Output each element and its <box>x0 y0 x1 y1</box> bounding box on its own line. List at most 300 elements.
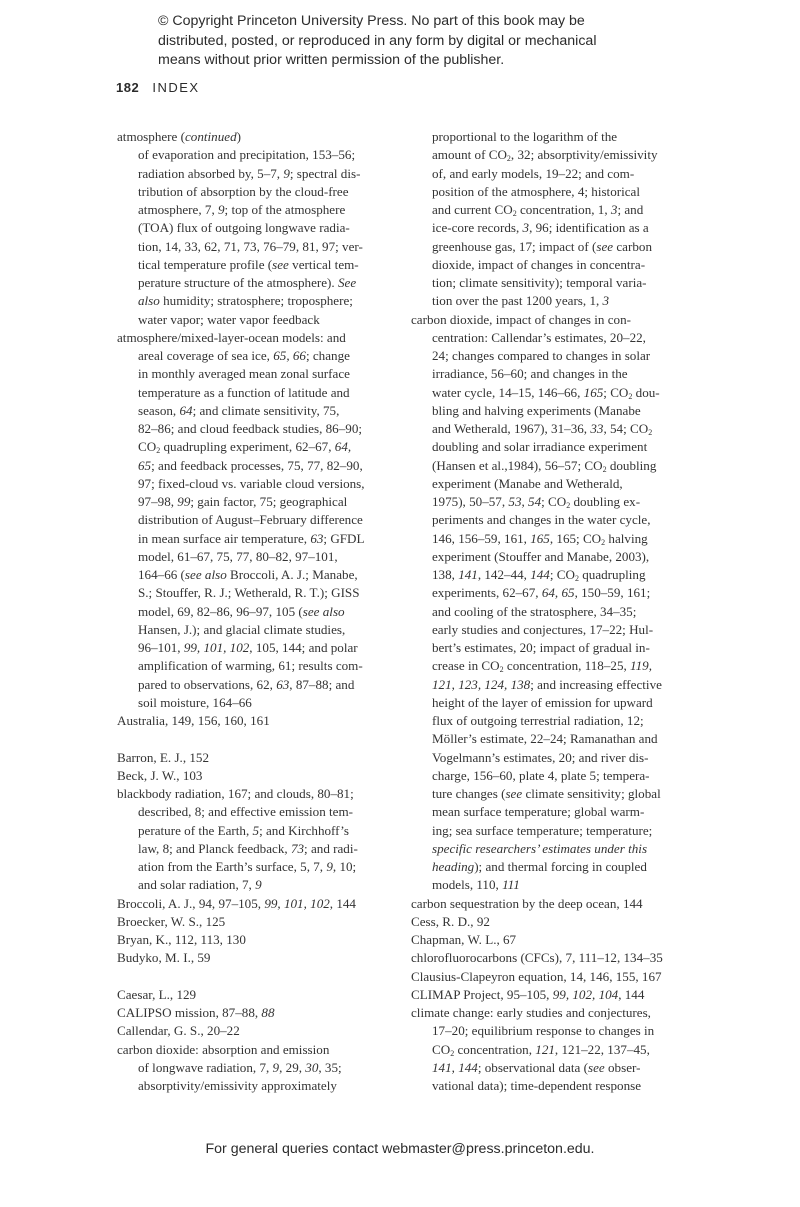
index-subentry-line <box>117 621 407 639</box>
index-entry-line <box>117 749 407 767</box>
text: 24; changes compared to changes in solar <box>432 348 651 363</box>
subscript: 2 <box>602 464 607 474</box>
subscript: 2 <box>574 574 579 583</box>
index-subentry-line <box>117 694 407 712</box>
index-subentry-line <box>411 749 701 767</box>
text: described, 8; and effective emission tem- <box>138 804 354 820</box>
text: carbon sequestration by the deep ocean, 144 <box>411 895 643 911</box>
text: 82–86; and cloud feedback studies, 86–90; <box>138 421 363 436</box>
index-subentry-line <box>117 657 407 675</box>
text: temperature as a function of latitude and <box>138 384 350 400</box>
text: radiation absorbed by, 5–7, <box>138 165 284 181</box>
italic-text: 3 <box>610 202 618 217</box>
subscript: 2 <box>648 428 653 437</box>
italic-text: 65, 66 <box>273 348 306 363</box>
text: , 87–88; and <box>289 676 355 692</box>
index-subentry-line <box>411 1059 701 1077</box>
index-subentry-line <box>411 329 701 347</box>
index-subentry-line <box>117 548 407 566</box>
text: Broccoli, A. J., 94, 97–105, <box>117 895 265 911</box>
text: , 105, 144; and polar <box>249 640 358 655</box>
text: law, 8; and Planck feedback, <box>138 840 291 856</box>
italic-text: 63 <box>276 676 290 692</box>
text: doubling <box>606 457 657 473</box>
text: quadrupling experiment, 62–67, <box>160 439 335 455</box>
index-entry-line <box>117 128 407 146</box>
text: 146, 156–59, 161, <box>432 530 531 546</box>
index-subentry-line <box>411 457 701 475</box>
text: ; CO <box>603 384 629 400</box>
text: , 150–59, 161; <box>574 585 651 601</box>
index-subentry-line <box>411 1022 701 1040</box>
subscript: 2 <box>156 446 161 456</box>
text: Cess, R. D., 92 <box>411 913 490 929</box>
text: tical temperature profile ( <box>138 256 273 272</box>
italic-text: 99, 101, 102 <box>264 895 330 911</box>
text: ation from the Earth’s surface, 5, 7, <box>138 859 327 874</box>
text: ; and Kirchhoff’s <box>259 822 349 838</box>
index-subentry-line <box>411 785 701 803</box>
text: Broccoli, A. J.; Manabe, <box>226 567 358 582</box>
index-subentry-line <box>411 603 701 621</box>
italic-text: specific researchers’ estimates under this <box>432 840 648 856</box>
italic-text: 64, <box>334 439 352 455</box>
text: of longwave radiation, 7, <box>138 1059 273 1075</box>
italic-text: 3 <box>522 220 530 236</box>
italic-text: also <box>138 293 160 309</box>
index-entry-line <box>117 1041 407 1059</box>
text: pared to observations, 62, <box>138 676 277 692</box>
index-subentry-line <box>411 840 701 858</box>
index-subentry-line <box>411 712 701 730</box>
index-subentry-line <box>117 511 407 529</box>
text: ; and radi- <box>304 840 358 856</box>
index-subentry-line <box>411 548 701 566</box>
index-subentry-line <box>117 566 407 584</box>
text: models, 110, <box>432 877 503 893</box>
text: of, and early models, 19–22; and com- <box>432 165 635 181</box>
text: ; spectral dis- <box>289 165 361 181</box>
index-subentry-line <box>411 128 701 146</box>
index-subentry-line <box>117 201 407 219</box>
italic-text: 64, 65 <box>541 585 575 601</box>
index-entry-line <box>117 913 407 931</box>
italic-text: 73 <box>290 840 305 856</box>
index-subentry-line <box>411 365 701 383</box>
text: ; and climate sensitivity, 75, <box>192 402 340 418</box>
index-subentry-line <box>117 876 407 894</box>
italic-text: 3 <box>602 293 610 309</box>
text: obser- <box>604 1059 641 1075</box>
text: CALIPSO mission, 87–88, <box>117 1005 262 1020</box>
text: amplification of warming, 61; results com- <box>138 658 363 674</box>
index-subentry-line <box>411 438 701 456</box>
text: and current CO <box>432 202 513 217</box>
text: ture changes ( <box>432 786 506 801</box>
index-subentry-line <box>411 584 701 602</box>
text: 17–20; equilibrium response to changes in <box>432 1023 655 1039</box>
text: experiment (Manabe and Wetherald, <box>432 475 623 491</box>
text: Callendar, G. S., 20–22 <box>117 1023 240 1039</box>
text: Broecker, W. S., 125 <box>117 913 226 929</box>
text: concentration, 118–25, <box>503 658 631 674</box>
text: quadrupling <box>578 567 646 582</box>
index-subentry-line <box>411 639 701 657</box>
text: 97; fixed-cloud vs. variable cloud versions, <box>138 475 365 491</box>
text: and cooling of the stratosphere, 34–35; <box>432 603 637 619</box>
text: periments and changes in the water cycle, <box>432 512 651 528</box>
index-subentry-line <box>117 858 407 876</box>
index-subentry-line <box>117 1077 407 1095</box>
text: model, 61–67, 75, 77, 80–82, 97–101, <box>138 548 338 564</box>
italic-text: 141 <box>458 567 478 582</box>
italic-text: 99 <box>177 494 191 509</box>
text: ; and feedback processes, 75, 77, 82–90, <box>151 457 363 473</box>
italic-text: 144 <box>530 567 550 582</box>
text: flux of outgoing terrestrial radiation, 12; <box>432 713 644 728</box>
index-subentry-line <box>117 402 407 420</box>
index-subentry-line <box>117 803 407 821</box>
index-subentry-line <box>117 639 407 657</box>
index-subentry-line <box>411 511 701 529</box>
text: distribution of August–February difference <box>138 512 363 528</box>
index-subentry-line <box>411 402 701 420</box>
index-subentry-line <box>411 1041 701 1059</box>
subscript: 2 <box>512 209 517 218</box>
text: model, 69, 82–86, 96–97, 105 ( <box>138 603 303 619</box>
index-subentry-line <box>117 438 407 456</box>
text: amount of CO <box>432 147 507 163</box>
text: centration: Callendar’s estimates, 20–22, <box>432 329 646 345</box>
index-subentry-line <box>117 457 407 475</box>
italic-text: 63 <box>310 530 324 546</box>
index-subentry-line <box>411 566 701 584</box>
italic-text: see <box>596 238 614 254</box>
index-subentry-line <box>117 676 407 694</box>
text: , 35; <box>318 1059 342 1075</box>
index-subentry-line <box>117 274 407 292</box>
italic-text: 121, 123, 124, 138 <box>432 676 531 692</box>
subscript: 2 <box>499 665 504 675</box>
text: humidity; stratosphere; troposphere; <box>159 293 353 309</box>
italic-text: 121 <box>535 1041 555 1057</box>
text: Budyko, M. I., 59 <box>117 950 211 966</box>
text: ing; sea surface temperature; temperature; <box>432 822 653 838</box>
text: vational data); time-dependent response <box>432 1078 642 1093</box>
index-entry-line <box>117 949 407 967</box>
index-entry-line <box>411 931 701 949</box>
index-entry-line <box>411 311 701 329</box>
italic-text: 5 <box>252 822 260 838</box>
italic-text: 53, 54 <box>508 494 542 509</box>
text: soil moisture, 164–66 <box>138 694 252 710</box>
text: , 54; CO <box>603 421 649 436</box>
text: irradiance, 56–60; and changes in the <box>432 366 628 382</box>
text: of evaporation and precipitation, 153–56; <box>138 147 356 163</box>
text: 96–101, <box>138 640 184 655</box>
index-subentry-line <box>411 676 701 694</box>
letter-group-gap <box>117 730 407 748</box>
text: climate sensitivity; global <box>522 786 661 801</box>
index-subentry-line <box>117 603 407 621</box>
subscript: 2 <box>506 154 511 164</box>
index-subentry-line <box>117 256 407 274</box>
text: Beck, J. W., 103 <box>117 767 203 783</box>
text: bert’s estimates, 20; impact of gradual in- <box>432 640 650 655</box>
index-subentry-line <box>411 384 701 402</box>
text: Vogelmann’s estimates, 20; and river dis- <box>432 749 649 765</box>
index-subentry-line <box>411 146 701 164</box>
index-subentry-line <box>411 201 701 219</box>
index-subentry-line <box>411 256 701 274</box>
text: atmosphere/mixed-layer-ocean models: and <box>117 329 346 345</box>
index-subentry-line <box>117 165 407 183</box>
index-entry-line <box>117 895 407 913</box>
italic-text: 141, 144 <box>432 1059 478 1075</box>
index-entry-line <box>117 986 407 1004</box>
running-head <box>116 80 200 95</box>
text: ) <box>236 129 242 144</box>
italic-text: 9 <box>283 165 290 181</box>
text: , 121–22, 137–45, <box>554 1041 650 1057</box>
text: Australia, 149, 156, 160, 161 <box>117 713 270 728</box>
text: tribution of absorption by the cloud-free <box>138 183 349 199</box>
page-number: 182 <box>116 80 140 95</box>
text: Möller’s estimate, 22–24; Ramanathan and <box>432 731 658 747</box>
index-subentry-line <box>117 365 407 383</box>
index-subentry-line <box>411 238 701 256</box>
text: 97–98, <box>138 494 178 509</box>
index-column-right <box>411 128 701 1095</box>
text: blackbody radiation, 167; and clouds, 80–81; <box>117 786 354 801</box>
text: halving <box>605 530 648 546</box>
index-subentry-line <box>411 803 701 821</box>
text: carbon dioxide, impact of changes in con- <box>411 311 631 327</box>
text: (TOA) flux of outgoing longwave radia- <box>138 220 350 236</box>
text: experiments, 62–67, <box>432 585 542 601</box>
text: carbon <box>613 238 652 254</box>
text: in mean surface air temperature, <box>138 530 311 546</box>
text: position of the atmosphere, 4; historical <box>432 183 641 199</box>
text: ; GFDL <box>323 530 365 546</box>
text: ; change <box>305 348 350 363</box>
index-subentry-line <box>411 219 701 237</box>
index-subentry-line <box>411 730 701 748</box>
index-entry-line <box>117 712 407 730</box>
copyright-line: © Copyright Princeton University Press. No part of this book may be <box>158 13 585 29</box>
index-entry-line <box>411 1004 701 1022</box>
text: CO <box>138 439 157 455</box>
italic-text: See <box>337 275 357 290</box>
index-subentry-line <box>411 694 701 712</box>
italic-text: 111 <box>502 877 520 893</box>
text: (Hansen et al.,1984), 56–57; CO <box>432 457 603 473</box>
italic-text: 99, 102, 104 <box>552 986 619 1002</box>
text: ice-core records, <box>432 220 523 236</box>
text: concentration, 1, <box>516 202 611 217</box>
text: tion; climate sensitivity); temporal varia- <box>432 275 647 290</box>
index-subentry-line <box>411 876 701 894</box>
text: perature of the Earth, <box>138 822 253 838</box>
italic-text: 33 <box>590 421 604 436</box>
text: tion, 14, 33, 62, 71, 73, 76–79, 81, 97; ver- <box>138 238 363 254</box>
text: Clausius-Clapeyron equation, 14, 146, 155, 167 <box>411 968 662 984</box>
footer-contact: For general queries contact webmaster@press.princeton.edu. <box>205 1141 595 1157</box>
text: experiment (Stouffer and Manabe, 2003), <box>432 548 650 564</box>
text: crease in CO <box>432 658 500 674</box>
text: , 32; absorptivity/emissivity <box>510 147 658 163</box>
index-subentry-line <box>117 493 407 511</box>
copyright-line: distributed, posted, or reproduced in any form by digital or mechanical <box>158 32 597 49</box>
text: and solar radiation, 7, <box>138 877 256 893</box>
index-subentry-line <box>411 274 701 292</box>
text: charge, 156–60, plate 4, plate 5; tempera- <box>432 767 650 783</box>
text: season, <box>138 402 180 418</box>
text: Caesar, L., 129 <box>117 986 197 1002</box>
index-subentry-line <box>117 311 407 329</box>
index-subentry-line <box>117 584 407 602</box>
italic-text: 30 <box>305 1059 319 1075</box>
index-entry-line <box>117 931 407 949</box>
italic-text: see <box>272 256 289 272</box>
index-subentry-line <box>117 347 407 365</box>
text: Barron, E. J., 152 <box>117 749 210 765</box>
index-subentry-line <box>117 384 407 402</box>
section-title: INDEX <box>152 80 200 95</box>
index-subentry-line <box>117 475 407 493</box>
text: perature structure of the atmosphere). <box>138 275 338 290</box>
index-subentry-line <box>117 183 407 201</box>
text: climate change: early studies and conjectures, <box>411 1005 651 1020</box>
text: dioxide, impact of changes in concentra- <box>432 256 646 272</box>
text: 164–66 ( <box>138 567 185 582</box>
italic-text: 65 <box>138 457 152 473</box>
index-subentry-line <box>411 475 701 493</box>
text: ; and <box>617 202 644 217</box>
text: early studies and conjectures, 17–22; Hul- <box>432 621 654 637</box>
index-subentry-line <box>117 1059 407 1077</box>
text: Hansen, J.); and glacial climate studies, <box>138 621 346 637</box>
text: , 10; <box>332 859 357 874</box>
index-entry-line <box>117 767 407 785</box>
index-entry-line <box>411 986 701 1004</box>
text: chlorofluorocarbons (CFCs), 7, 111–12, 134–35 <box>411 950 663 966</box>
text: , 142–44, <box>477 567 531 582</box>
italic-text: continued <box>185 129 237 144</box>
text: and Wetherald, 1967), 31–36, <box>432 421 591 436</box>
text: Bryan, K., 112, 113, 130 <box>117 932 246 947</box>
text: ; CO <box>541 494 567 509</box>
index-subentry-line <box>117 530 407 548</box>
index-subentry-line <box>411 493 701 511</box>
subscript: 2 <box>566 501 571 510</box>
index-entry-line <box>411 968 701 986</box>
text: 1975), 50–57, <box>432 494 509 509</box>
text: , 144 <box>329 895 356 911</box>
italic-text: 9 <box>272 1059 280 1075</box>
text: , 96; identification as a <box>529 220 649 236</box>
text: dou- <box>632 384 660 400</box>
text: areal coverage of sea ice, <box>138 348 274 363</box>
text: 138, <box>432 567 459 582</box>
text: ; CO <box>549 567 575 582</box>
index-subentry-line <box>411 858 701 876</box>
text: absorptivity/emissivity approximately <box>138 1078 337 1093</box>
italic-text: see also <box>184 567 227 582</box>
index-entry-line <box>411 895 701 913</box>
text: ; observational data ( <box>477 1059 588 1075</box>
index-subentry-line <box>411 420 701 438</box>
index-column-left <box>117 128 407 1095</box>
italic-text: 9 <box>255 877 262 893</box>
index-subentry-line <box>411 292 701 310</box>
index-subentry-line <box>117 238 407 256</box>
italic-text: see <box>588 1059 605 1075</box>
copyright-notice <box>158 12 678 71</box>
index-subentry-line <box>411 347 701 365</box>
index-entry-line <box>117 1004 407 1022</box>
italic-text: 9 <box>218 202 225 217</box>
index-subentry-line <box>411 621 701 639</box>
index-subentry-line <box>411 165 701 183</box>
italic-text: 165 <box>530 530 550 546</box>
copyright-line: means without prior written permission of the publisher. <box>158 52 505 68</box>
index-subentry-line <box>411 530 701 548</box>
text: height of the layer of emission for upward <box>432 694 653 710</box>
text: ; gain factor, 75; geographical <box>190 494 348 509</box>
index-subentry-line <box>411 822 701 840</box>
index-subentry-line <box>411 657 701 675</box>
index-entry-line <box>117 329 407 347</box>
letter-group-gap <box>117 968 407 986</box>
index-subentry-line <box>117 840 407 858</box>
index-subentry-line <box>117 822 407 840</box>
italic-text: 64 <box>179 402 193 418</box>
text: proportional to the logarithm of the <box>432 129 618 144</box>
text: doubling ex- <box>570 494 641 509</box>
index-entry-line <box>411 949 701 967</box>
text: atmosphere ( <box>117 129 185 144</box>
index-entry-line <box>117 1022 407 1040</box>
text: greenhouse gas, 17; impact of ( <box>432 238 597 254</box>
italic-text: 88 <box>261 1005 275 1020</box>
italic-text: heading <box>432 859 475 874</box>
text: doubling and solar irradiance experiment <box>432 439 648 455</box>
italic-text: 9 <box>326 859 333 874</box>
text: ); and thermal forcing in coupled <box>474 859 647 874</box>
text: CO <box>432 1041 451 1057</box>
text: water cycle, 14–15, 146–66, <box>432 384 584 400</box>
text: water vapor; water vapor feedback <box>138 311 320 327</box>
italic-text: 119, <box>630 658 652 674</box>
index-entry-line <box>411 913 701 931</box>
index-subentry-line <box>117 292 407 310</box>
italic-text: see <box>505 786 523 801</box>
subscript: 2 <box>450 1048 455 1058</box>
index-subentry-line <box>117 420 407 438</box>
italic-text: 99, 101, 102 <box>183 640 250 655</box>
text: , 165; CO <box>549 530 602 546</box>
subscript: 2 <box>601 537 606 547</box>
italic-text: 165 <box>583 384 604 400</box>
index-subentry-line <box>117 146 407 164</box>
text: Chapman, W. L., 67 <box>411 932 517 947</box>
text: in monthly averaged mean zonal surface <box>138 366 350 382</box>
index-subentry-line <box>117 219 407 237</box>
index-subentry-line <box>411 1077 701 1095</box>
text: concentration, <box>454 1041 536 1057</box>
index-subentry-line <box>411 767 701 785</box>
